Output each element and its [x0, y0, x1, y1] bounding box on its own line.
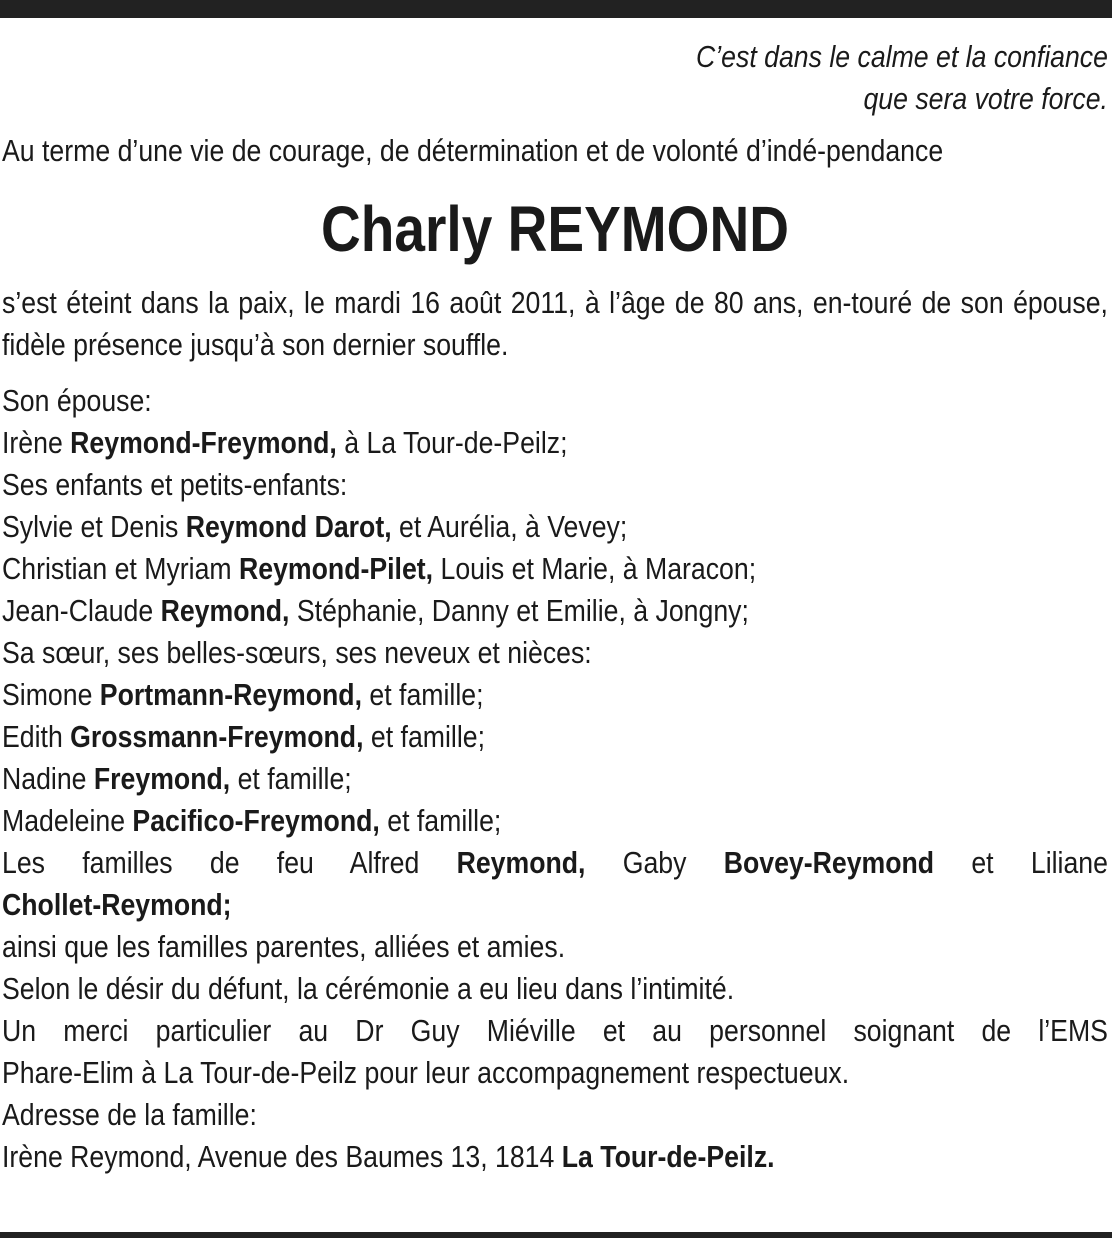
- entry-detail: et famille;: [230, 761, 352, 796]
- ceremony-line: Selon le désir du défunt, la cérémonie a eu lieu dans l’intimité.: [2, 971, 735, 1006]
- address-heading: Adresse de la famille:: [2, 1097, 257, 1132]
- family-list: [2, 380, 1108, 1178]
- sibling-entry: [2, 800, 1108, 842]
- intro-text: Au terme d’une vie de courage, de détermination et de volonté d’indé-pendance: [2, 133, 944, 168]
- first-name: Madeleine: [2, 803, 133, 838]
- text-part: Les familles de feu Alfred: [2, 845, 457, 880]
- family-name: Reymond-Pilet,: [239, 551, 434, 586]
- obituary-notice: [2, 36, 1108, 1178]
- relatives-line: ainsi que les familles parentes, alliées et amies.: [2, 929, 566, 964]
- first-name: Edith: [2, 719, 71, 754]
- family-name: Freymond,: [93, 761, 231, 796]
- family-name: Portmann-Reymond,: [99, 677, 362, 712]
- death-notice: s’est éteint dans la paix, le mardi 16 août 2011, à l’âge de 80 ans, en-touré de son épouse, fidèle présence jusqu’à son dernier souffle.: [2, 285, 1108, 362]
- late-families-entry-cont: [2, 884, 1108, 926]
- family-name: Grossmann-Freymond,: [70, 719, 364, 754]
- spouse-entry: [2, 422, 1108, 464]
- sibling-entry: [2, 758, 1108, 800]
- child-entry: [2, 506, 1108, 548]
- entry-detail: Louis et Marie, à Maracon;: [433, 551, 757, 586]
- child-entry: [2, 548, 1108, 590]
- first-name: Irène: [2, 425, 71, 460]
- entry-detail: à La Tour-de-Peilz;: [336, 425, 568, 460]
- child-entry: [2, 590, 1108, 632]
- first-name: Jean-Claude: [2, 593, 161, 628]
- epigraph: [2, 36, 1108, 120]
- sibling-entry: [2, 674, 1108, 716]
- entry-detail: et famille;: [361, 677, 484, 712]
- thanks-line-1: Un merci particulier au Dr Guy Miéville et au personnel soignant de l’EMS: [2, 1013, 1108, 1048]
- first-name: Christian et Myriam: [2, 551, 240, 586]
- epigraph-line-1: C’est dans le calme et la confiance: [695, 39, 1108, 74]
- family-name: Reymond,: [456, 845, 586, 880]
- address-line: [2, 1136, 1108, 1178]
- family-name: Reymond,: [160, 593, 290, 628]
- sibling-entry: [2, 716, 1108, 758]
- family-name: Pacifico-Freymond,: [132, 803, 380, 838]
- thanks-line-2: Phare-Elim à La Tour-de-Peilz pour leur accompagnement respectueux.: [2, 1055, 850, 1090]
- entry-detail: Stéphanie, Danny et Emilie, à Jongny;: [289, 593, 749, 628]
- entry-detail: et Aurélia, à Vevey;: [391, 509, 628, 544]
- family-name: Bovey-Reymond: [723, 845, 935, 880]
- first-name: Nadine: [2, 761, 94, 796]
- top-rule: [0, 0, 1112, 18]
- first-name: Simone: [2, 677, 100, 712]
- first-name: Sylvie et Denis: [2, 509, 186, 544]
- epigraph-line-2: que sera votre force.: [863, 81, 1108, 116]
- children-heading: Ses enfants et petits-enfants:: [2, 467, 348, 502]
- entry-detail: et famille;: [379, 803, 502, 838]
- bottom-rule: [0, 1232, 1112, 1238]
- text-part: et Liliane: [934, 845, 1108, 880]
- text-part: Gaby: [585, 845, 724, 880]
- family-name: Chollet-Reymond;: [2, 887, 232, 922]
- spouse-heading: Son épouse:: [2, 383, 152, 418]
- family-name: Reymond-Freymond,: [70, 425, 337, 460]
- family-name: Reymond Darot,: [185, 509, 392, 544]
- entry-detail: et famille;: [363, 719, 485, 754]
- address-text: Irène Reymond, Avenue des Baumes 13, 1814: [2, 1139, 562, 1174]
- address-city: La Tour-de-Peilz.: [561, 1139, 775, 1174]
- late-families-entry: [2, 842, 1108, 884]
- siblings-heading: Sa sœur, ses belles-sœurs, ses neveux et nièces:: [2, 635, 592, 670]
- deceased-name: Charly REYMOND: [321, 193, 789, 265]
